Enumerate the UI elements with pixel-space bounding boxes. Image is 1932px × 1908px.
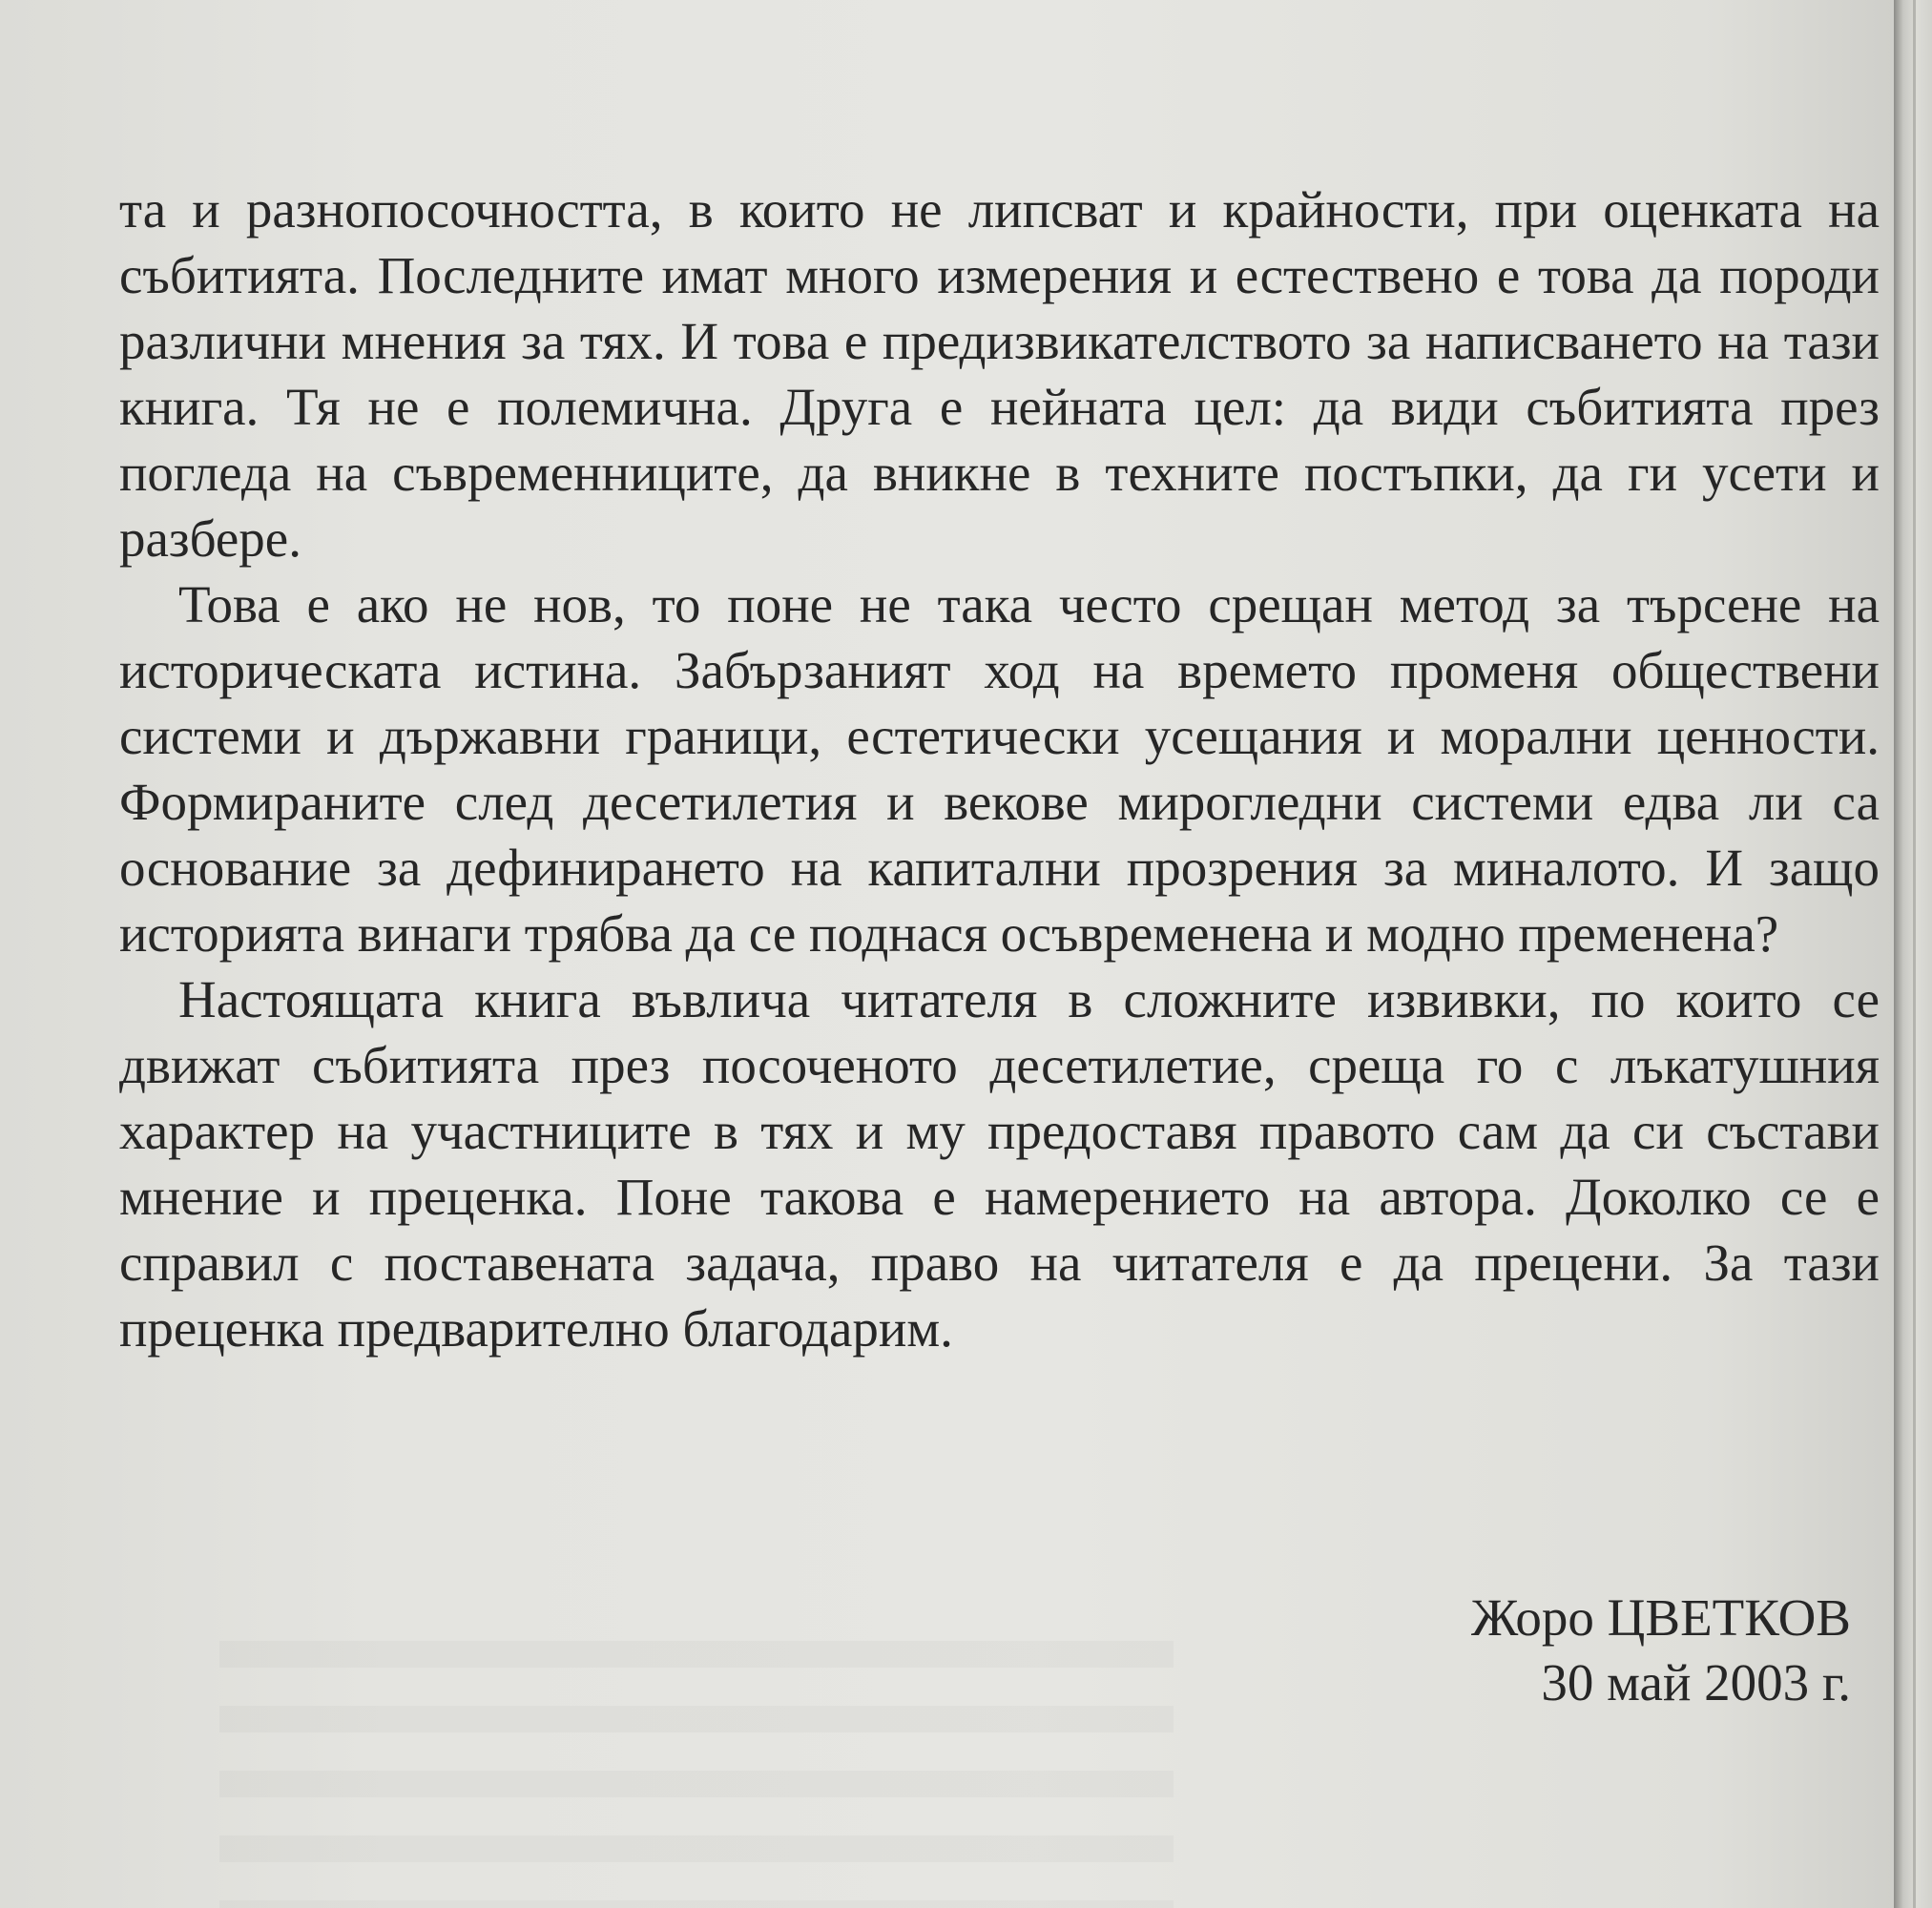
author-name: Жоро ЦВЕТКОВ <box>1470 1588 1851 1647</box>
page-body-text <box>119 176 1880 1361</box>
page-edge-line <box>1913 0 1916 1908</box>
reverse-side-show-through <box>219 1603 1174 1908</box>
paragraph-1: та и разнопосочността, в които не липсват и крайности, при оценката на събитията. Последните имат много измерения и естествено е това да породи различни мнения за тях. И това е предизвикателството за написването на тази книга. Тя не е полемична. Друга е нейната цел: да види събитията през погледа на съвременниците, да вникне в техните постъпки, да ги усети и разбере. <box>119 180 1880 568</box>
paragraph-2: Това е ако не нов, то поне не така често срещан метод за търсене на историческата истина. Забързаният ход на времето променя обществени системи и държавни граници, естетически усещания и морални ценности. Формираните след десетилетия и векове мирогледни системи едва ли са основание за дефинирането на капитални прозрения за миналото. И защо историята винаги трябва да се поднася осъвременена и модно пременена? <box>119 575 1880 963</box>
signature-date: 30 май 2003 г. <box>1541 1653 1851 1711</box>
signature-block <box>1471 1586 1851 1715</box>
paragraph-3: Настоящата книга въвлича читателя в сложните извивки, по които се движат събитията през посоченото десетилетие, среща го с лъкатушния характер на участниците в тях и му предоставя правото сам да си състави мнение и преценка. Поне такова е намерението на автора. Доколко се е справил с поставената задача, право на читателя е да прецени. За тази преценка предварително благодарим. <box>119 970 1880 1358</box>
